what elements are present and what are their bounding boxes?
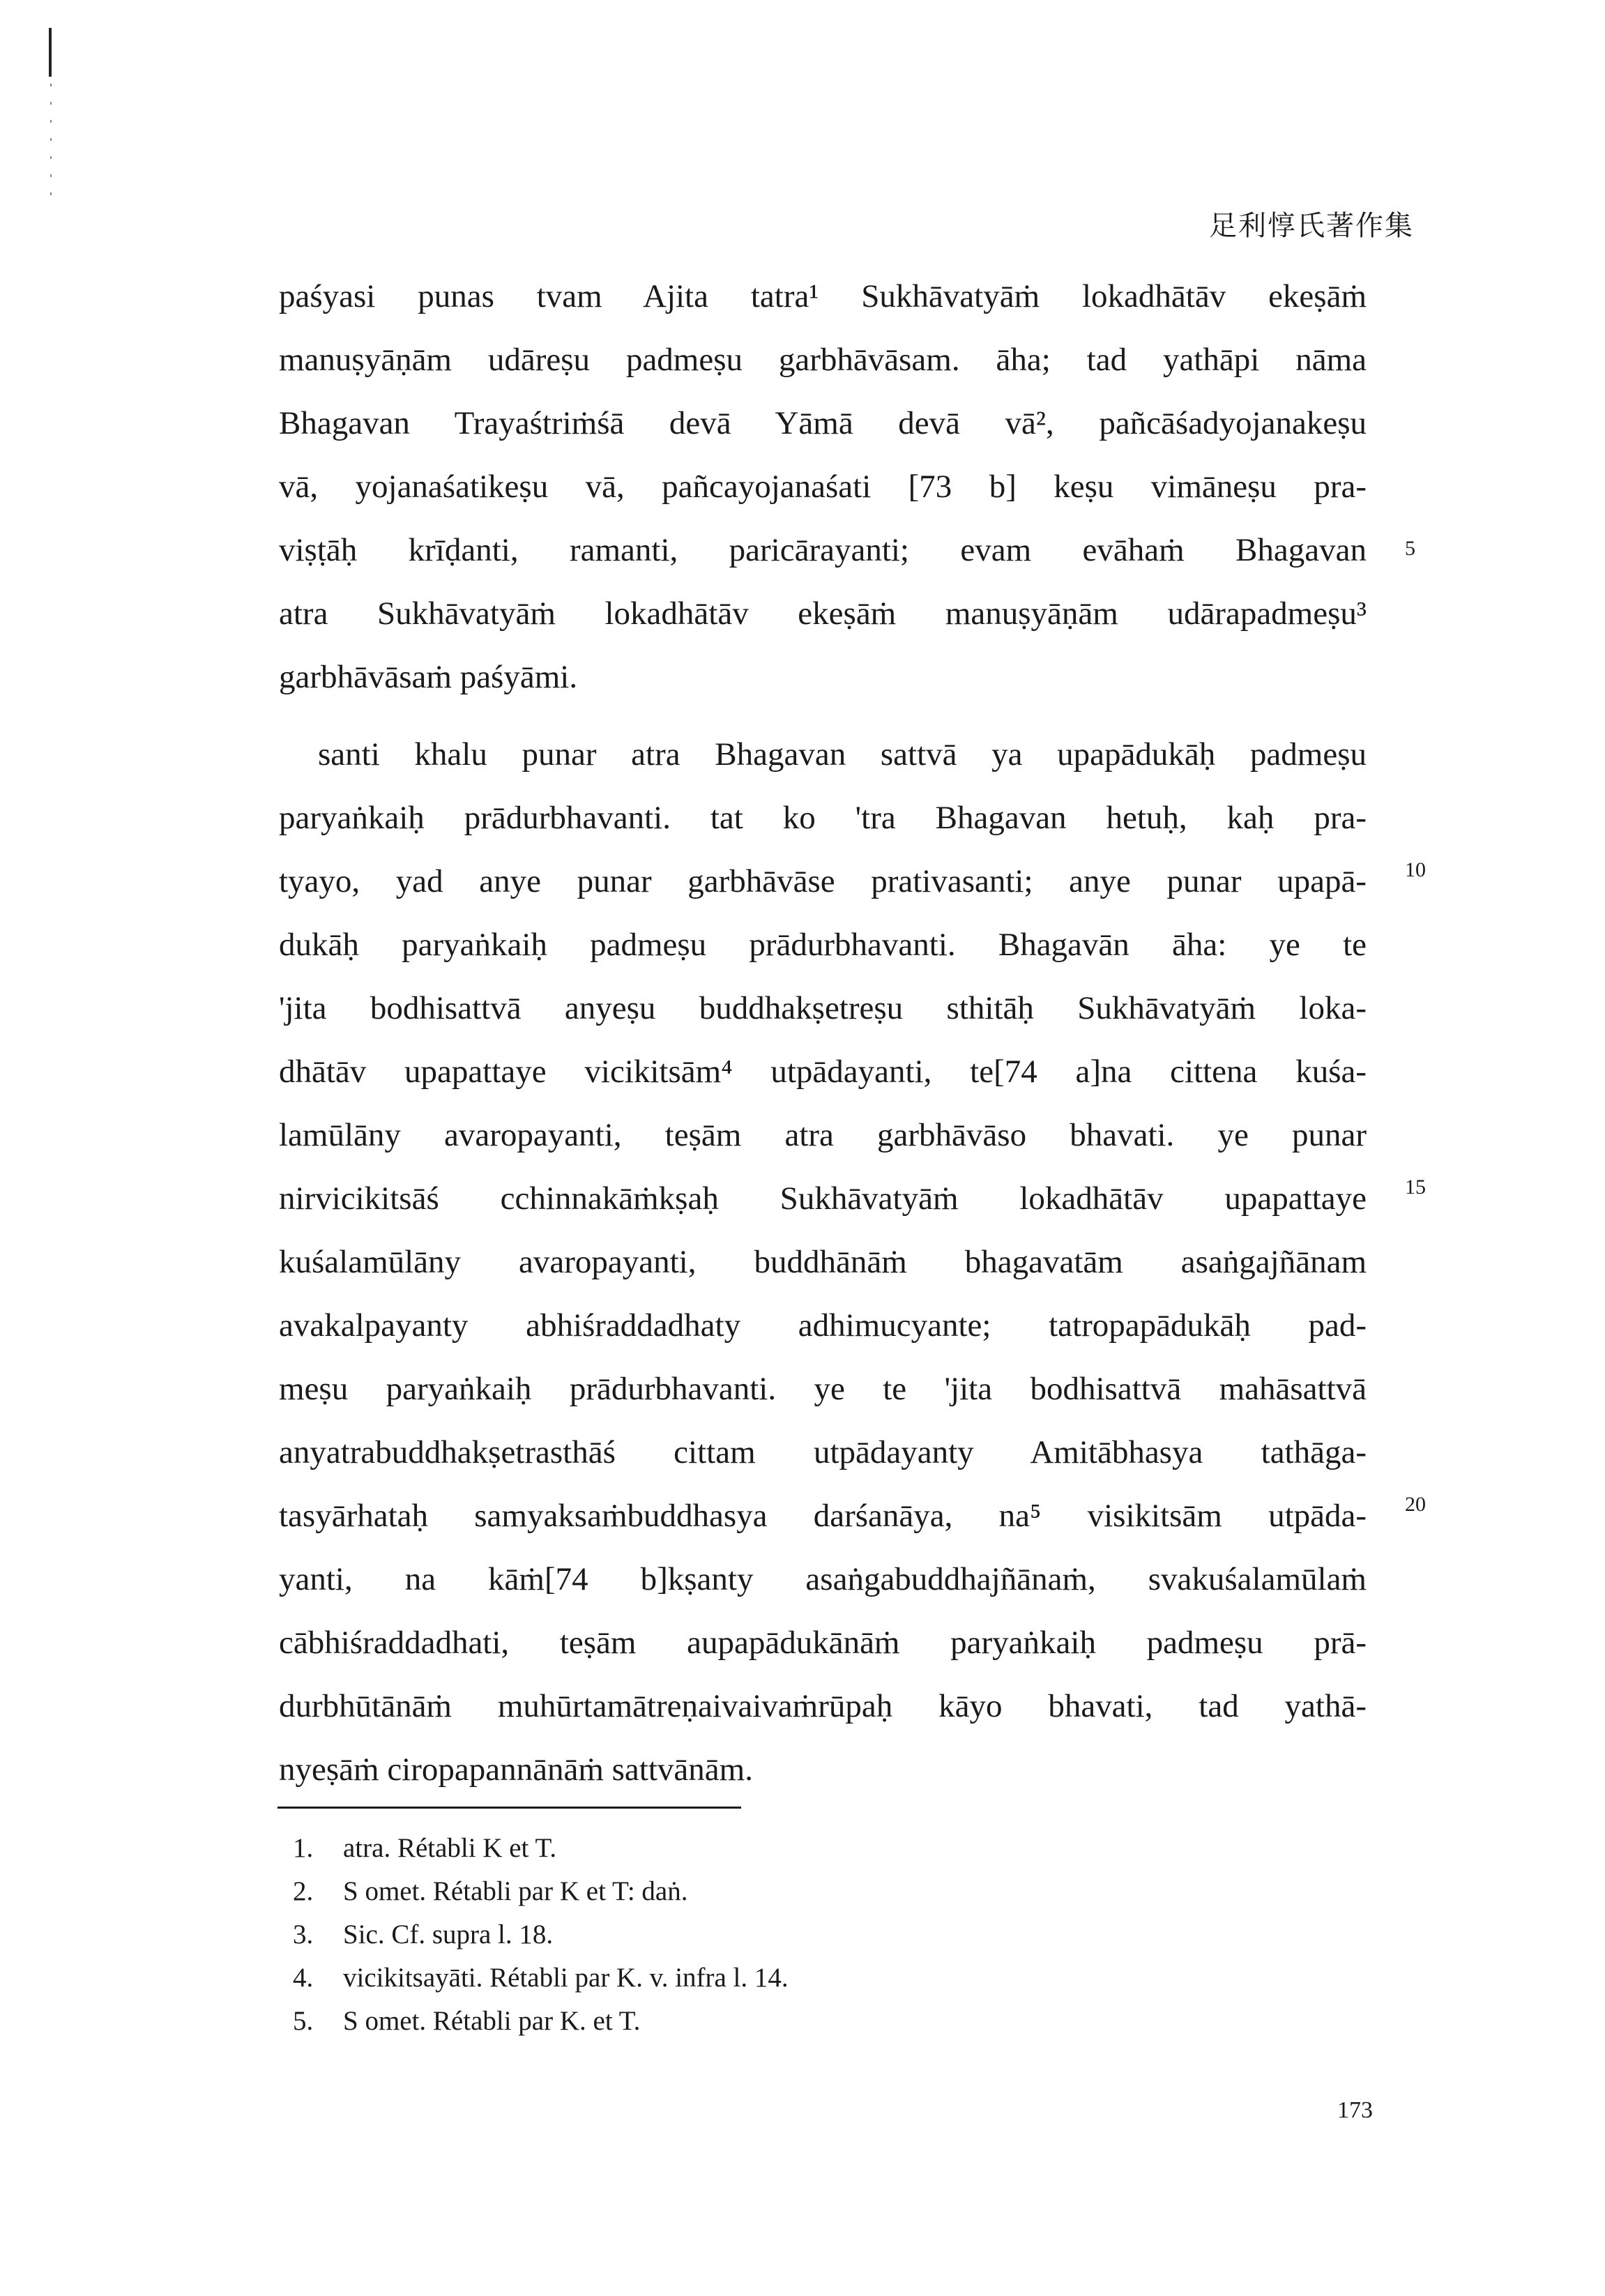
footnotes	[293, 1827, 789, 2043]
line-number: 15	[1405, 1176, 1426, 1199]
text-line: nirvicikitsāś cchinnakāṁkṣaḥ Sukhāvatyāṁ lokadhātāv upapattaye	[279, 1180, 1367, 1217]
text-line: paryaṅkaiḥ prādurbhavanti. tat ko 'tra Bhagavan hetuḥ, kaḥ pra-	[279, 800, 1367, 836]
text-line: lamūlāny avaropayanti, teṣām atra garbhāvāso bhavati. ye punar	[279, 1117, 1367, 1153]
text-line: santi khalu punar atra Bhagavan sattvā ya upapādukāḥ padmeṣu	[318, 736, 1367, 773]
text-line: dhātāv upapattaye vicikitsām⁴ utpādayanti, te[74 a]na cittena kuśa-	[279, 1054, 1367, 1090]
text-line: Bhagavan Trayaśtriṁśā devā Yāmā devā vā², pañcāśadyojanakeṣu	[279, 405, 1367, 441]
running-header-title: 足利惇氏著作集	[1209, 210, 1414, 241]
text-line: garbhāvāsaṁ paśyāmi.	[279, 659, 578, 695]
text-line: cābhiśraddadhati, teṣām aupapādukānāṁ paryaṅkaiḥ padmeṣu prā-	[279, 1625, 1367, 1661]
text-line: kuśalamūlāny avaropayanti, buddhānāṁ bhagavatām asaṅgajñānam	[279, 1244, 1367, 1280]
text-line: paśyasi punas tvam Ajita tatra¹ Sukhāvatyāṁ lokadhātāv ekeṣāṁ	[279, 278, 1367, 314]
footnote-number: 4.	[293, 1963, 314, 1993]
footnote-text: vicikitsayāti. Rétabli par K. v. infra l. 14.	[343, 1963, 789, 1993]
binding-mark	[49, 28, 52, 77]
binding-dots	[50, 84, 52, 195]
text-line: dukāḥ paryaṅkaiḥ padmeṣu prādurbhavanti. Bhagavān āha: ye te	[279, 927, 1367, 963]
footnote-text: Sic. Cf. supra l. 18.	[343, 1919, 554, 1949]
footnote-number: 2.	[293, 1876, 314, 1906]
footnote-text: S omet. Rétabli par K et T: daṅ.	[343, 1876, 688, 1906]
footnote	[293, 1827, 789, 1870]
paragraph-1	[279, 265, 1367, 709]
footnote-number: 5.	[293, 2006, 314, 2036]
text-line: viṣṭāḥ krīḍanti, ramanti, paricārayanti; evam evāhaṁ Bhagavan	[279, 532, 1367, 568]
footnote-number: 3.	[293, 1919, 314, 1949]
text-line: tasyārhataḥ samyaksaṁbuddhasya darśanāya, na⁵ visikitsām utpāda-	[279, 1498, 1367, 1534]
footnote	[293, 1870, 789, 1913]
footnote-text: atra. Rétabli K et T.	[343, 1833, 557, 1863]
text-line: yanti, na kāṁ[74 b]kṣanty asaṅgabuddhajñānaṁ, svakuśalamūlaṁ	[279, 1561, 1367, 1597]
footnote	[293, 2000, 789, 2043]
line-number: 20	[1405, 1493, 1426, 1516]
text-line: manuṣyāṇām udāreṣu padmeṣu garbhāvāsam. āha; tad yathāpi nāma	[279, 342, 1367, 378]
text-line: durbhūtānāṁ muhūrtamātreṇaivaivaṁrūpaḥ kāyo bhavati, tad yathā-	[279, 1688, 1367, 1724]
text-line: vā, yojanaśatikeṣu vā, pañcayojanaśati [73 b] keṣu vimāneṣu pra-	[279, 469, 1367, 505]
line-number: 10	[1405, 858, 1426, 881]
text-line: meṣu paryaṅkaiḥ prādurbhavanti. ye te 'jita bodhisattvā mahāsattvā	[279, 1371, 1367, 1407]
page-number: 173	[1337, 2097, 1373, 2123]
text-line: atra Sukhāvatyāṁ lokadhātāv ekeṣāṁ manuṣyāṇām udārapadmeṣu³	[279, 595, 1367, 632]
body-text	[279, 265, 1367, 1802]
footnote-divider	[277, 1807, 741, 1809]
text-line: tyayo, yad anye punar garbhāvāse prativasanti; anye punar upapā-	[279, 863, 1367, 899]
text-line: nyeṣāṁ ciropapannānāṁ sattvānām.	[279, 1751, 753, 1788]
footnote-number: 1.	[293, 1833, 314, 1863]
footnote-text: S omet. Rétabli par K. et T.	[343, 2006, 641, 2036]
footnote	[293, 1913, 789, 1956]
footnote	[293, 1956, 789, 2000]
text-line: anyatrabuddhakṣetrasthāś cittam utpādayanty Amitābhasya tathāga-	[279, 1434, 1367, 1470]
text-line: avakalpayanty abhiśraddadhaty adhimucyante; tatropapādukāḥ pad-	[279, 1307, 1367, 1344]
line-number: 5	[1405, 537, 1415, 560]
text-line: 'jita bodhisattvā anyeṣu buddhakṣetreṣu sthitāḥ Sukhāvatyāṁ loka-	[279, 990, 1367, 1026]
paragraph-2	[279, 723, 1367, 1802]
